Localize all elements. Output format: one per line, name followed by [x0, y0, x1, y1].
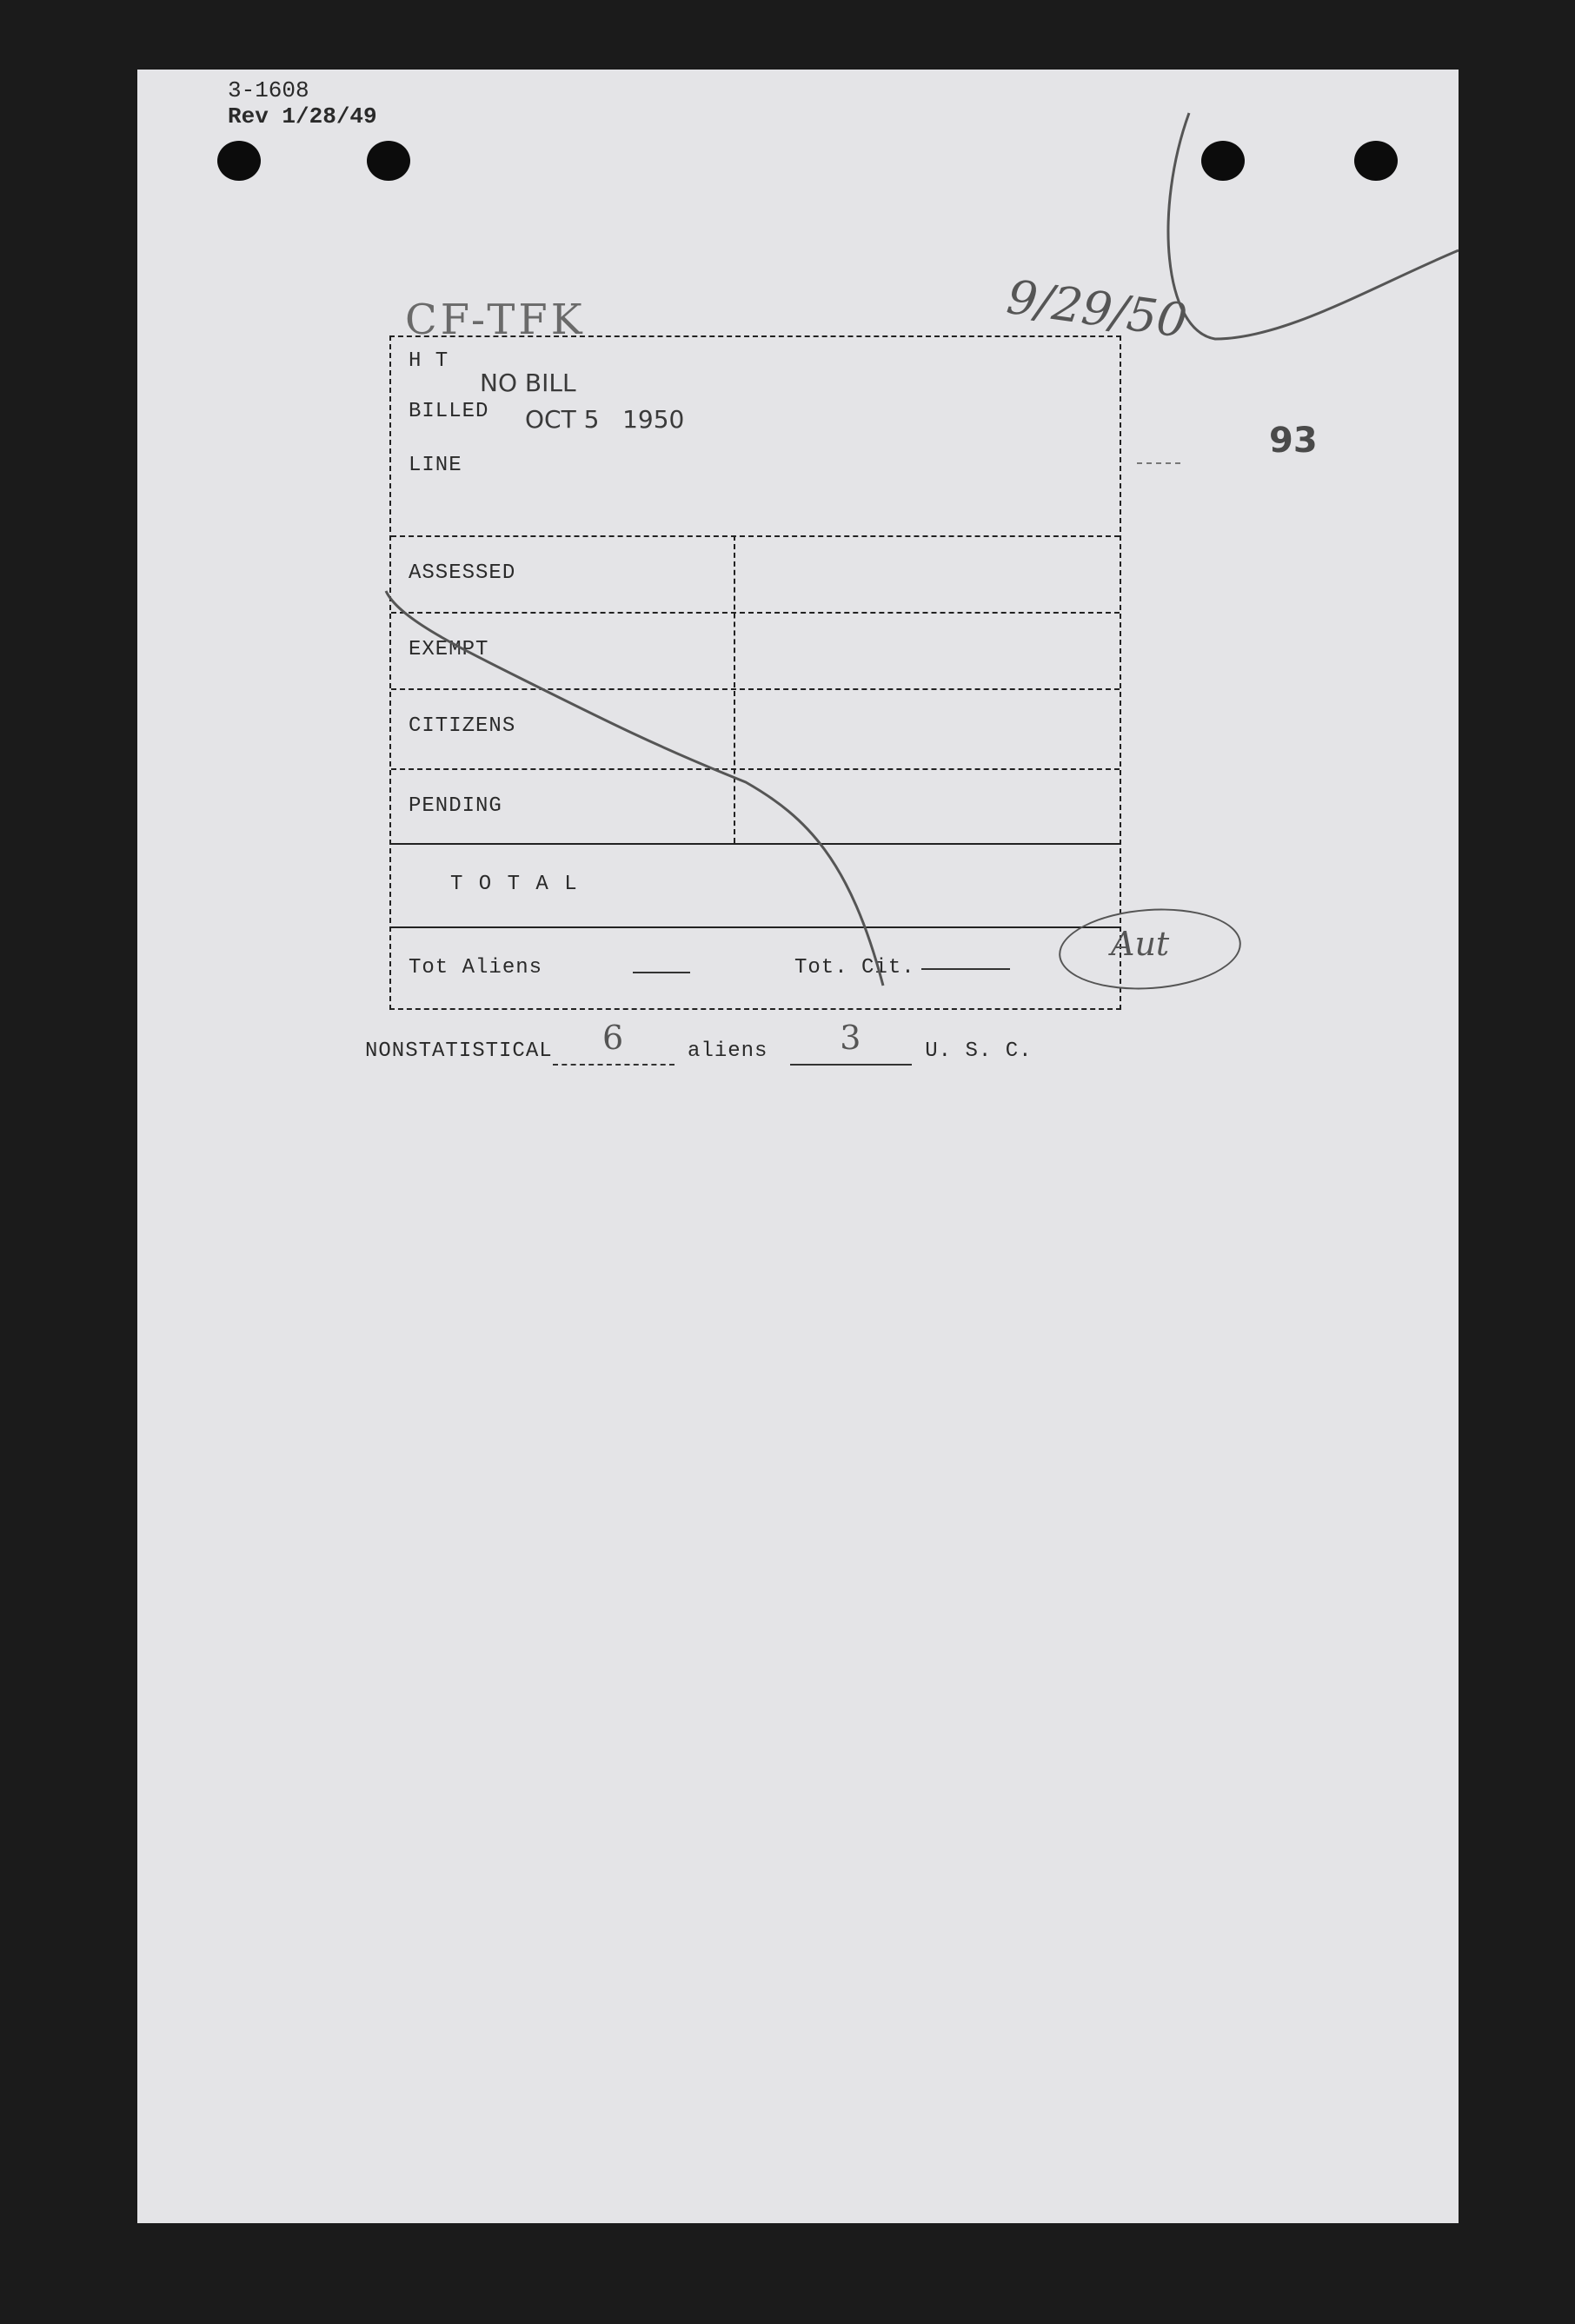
pending-label: PENDING — [409, 794, 502, 818]
nonstatistical-line — [365, 1019, 1033, 1066]
total-label: T O T A L — [450, 873, 579, 896]
tot-aliens-label: Tot Aliens — [409, 956, 543, 979]
exempt-label: EXEMPT — [409, 638, 489, 661]
margin-pen-stroke — [1146, 104, 1459, 391]
citizens-label: CITIZENS — [409, 714, 516, 738]
usc-label: U. S. C. — [925, 1039, 1033, 1063]
punch-hole — [217, 141, 261, 181]
no-bill-stamp: NO BILL — [480, 369, 576, 397]
document-page — [137, 70, 1459, 2223]
line-label: LINE — [409, 454, 462, 477]
usc-count-blank — [790, 1019, 912, 1066]
page-number: 93 — [1269, 421, 1318, 461]
strike-through-line — [381, 574, 885, 991]
tot-cit-label: Tot. Cit. — [794, 956, 915, 979]
assessed-label: ASSESSED — [409, 561, 516, 585]
handwritten-date: 9/29/50 — [1003, 269, 1191, 349]
billed-date-stamp: OCT 5 1950 — [525, 405, 685, 434]
punch-hole — [367, 141, 410, 181]
divider — [391, 535, 1120, 537]
revision-date: Rev 1/28/49 — [228, 103, 377, 129]
billed-label: BILLED — [409, 400, 489, 423]
dash-mark — [1137, 462, 1180, 464]
handwritten-code: CF-TFK — [405, 295, 586, 344]
aliens-count-blank — [553, 1019, 675, 1066]
initials-signature: Aut — [1111, 925, 1170, 963]
aliens-count: 6 — [602, 1019, 625, 1057]
usc-count: 3 — [840, 1019, 862, 1057]
nonstat-label: NONSTATISTICAL — [365, 1039, 553, 1063]
form-number: 3-1608 — [228, 77, 309, 103]
ht-label: H T — [409, 349, 449, 373]
aliens-label: aliens — [688, 1039, 768, 1063]
tot-cit-dash — [921, 968, 1010, 970]
